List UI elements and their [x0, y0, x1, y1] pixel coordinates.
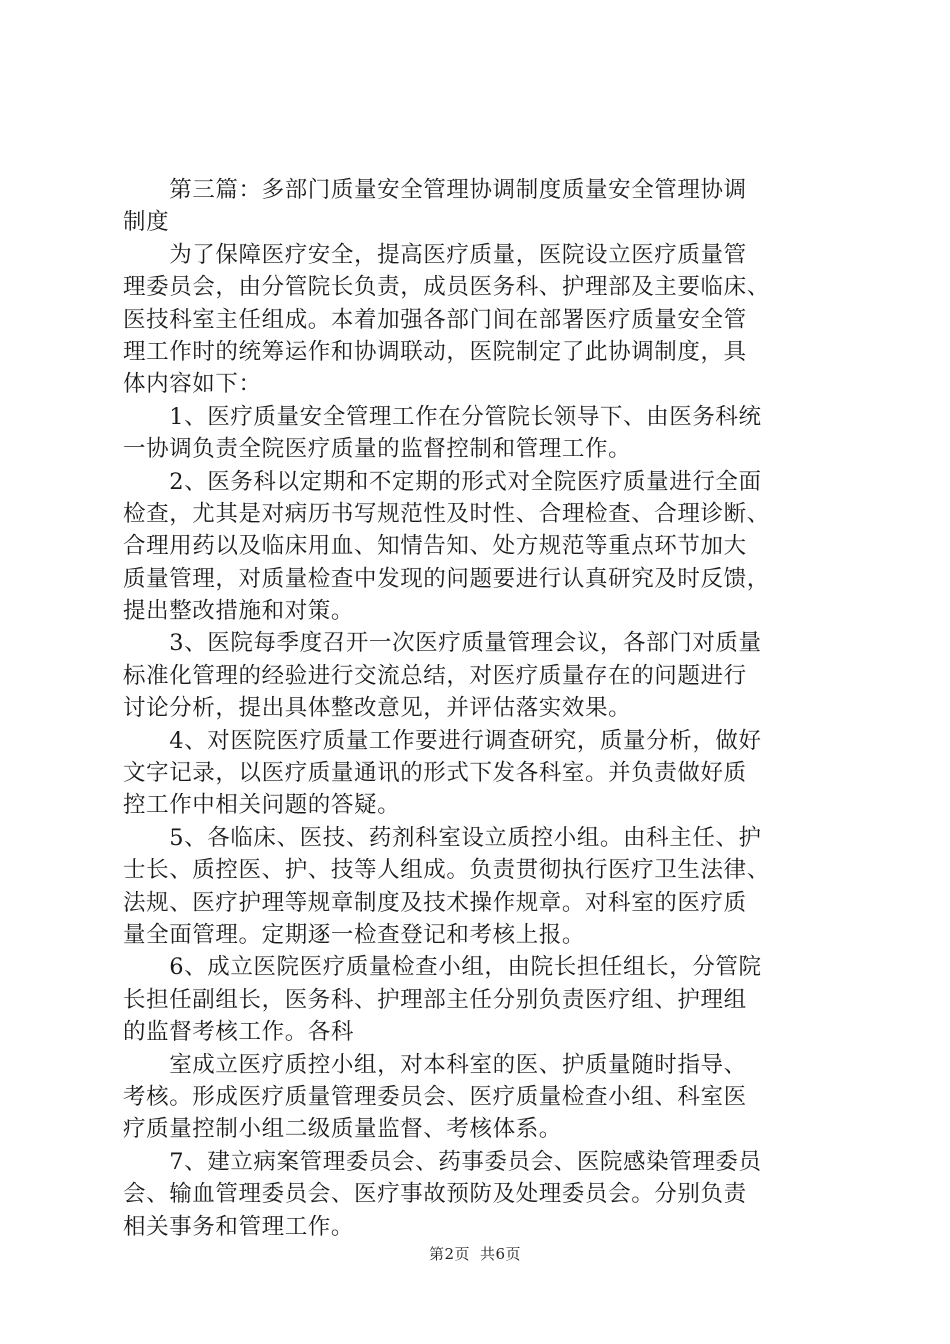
- text-line: 7、建立病案管理委员会、药事委员会、医院感染管理委员: [123, 1148, 762, 1175]
- text-line: 为了保障医疗安全，提高医疗质量，医院设立医疗质量管: [123, 241, 747, 268]
- text-line: 检查，尤其是对病历书写规范性及时性、合理检查、合理诊断、: [123, 500, 770, 527]
- text-line: 会、输血管理委员会、医疗事故预防及处理委员会。分别负责: [123, 1181, 747, 1208]
- text-line: 相关事务和管理工作。: [123, 1213, 355, 1240]
- page-footer: [0, 1243, 950, 1264]
- text-line: 量全面管理。定期逐一检查登记和考核上报。: [123, 921, 586, 948]
- text-line: 室成立医疗质控小组，对本科室的医、护质量随时指导、: [123, 1051, 747, 1078]
- text-line: 士长、质控医、护、技等人组成。负责贯彻执行医疗卫生法律、: [123, 857, 770, 884]
- text-line: 质量管理，对质量检查中发现的问题要进行认真研究及时反馈，: [123, 565, 770, 592]
- text-line: 一协调负责全院医疗质量的监督控制和管理工作。: [123, 436, 632, 463]
- text-line: 4、对医院医疗质量工作要进行调查研究，质量分析，做好: [123, 727, 762, 754]
- text-line: 制度: [123, 209, 170, 236]
- text-line: 合理用药以及临床用血、知情告知、处方规范等重点环节加大: [123, 533, 747, 560]
- text-line: 提出整改措施和对策。: [123, 598, 355, 625]
- text-line: 疗质量控制小组二级质量监督、考核体系。: [123, 1116, 562, 1143]
- text-line: 5、各临床、医技、药剂科室设立质控小组。由科主任、护: [123, 824, 762, 851]
- text-line: 6、成立医院医疗质量检查小组，由院长担任组长，分管院: [123, 954, 762, 981]
- text-line: 2、医务科以定期和不定期的形式对全院医疗质量进行全面: [123, 468, 762, 495]
- text-line: 法规、医疗护理等规章制度及技术操作规章。对科室的医疗质: [123, 889, 747, 916]
- text-line: 理工作时的统筹运作和协调联动，医院制定了此协调制度，具: [123, 338, 747, 365]
- text-line: 控工作中相关问题的答疑。: [123, 792, 401, 819]
- text-line: 1、医疗质量安全管理工作在分管院长领导下、由医务科统: [123, 403, 762, 430]
- document-body: [123, 174, 833, 1243]
- text-line: 文字记录，以医疗质量通讯的形式下发各科室。并负责做好质: [123, 760, 747, 787]
- text-line: 医技科室主任组成。本着加强各部门间在部署医疗质量安全管: [123, 306, 747, 333]
- text-line: 的监督考核工作。各科: [123, 1019, 355, 1046]
- page-total: 共6页: [480, 1245, 522, 1263]
- text-line: 第三篇：多部门质量安全管理协调制度质量安全管理协调: [123, 177, 747, 203]
- page-number: 第2页: [428, 1245, 470, 1263]
- text-line: 长担任副组长，医务科、护理部主任分别负责医疗组、护理组: [123, 986, 747, 1013]
- text-line: 标准化管理的经验进行交流总结，对医疗质量存在的问题进行: [123, 662, 747, 689]
- text-line: 考核。形成医疗质量管理委员会、医疗质量检查小组、科室医: [123, 1083, 747, 1110]
- text-line: 3、医院每季度召开一次医疗质量管理会议，各部门对质量: [123, 630, 762, 657]
- text-line: 体内容如下：: [123, 371, 262, 398]
- text-line: 理委员会，由分管院长负责，成员医务科、护理部及主要临床、: [123, 274, 770, 301]
- text-line: 讨论分析，提出具体整改意见，并评估落实效果。: [123, 695, 632, 722]
